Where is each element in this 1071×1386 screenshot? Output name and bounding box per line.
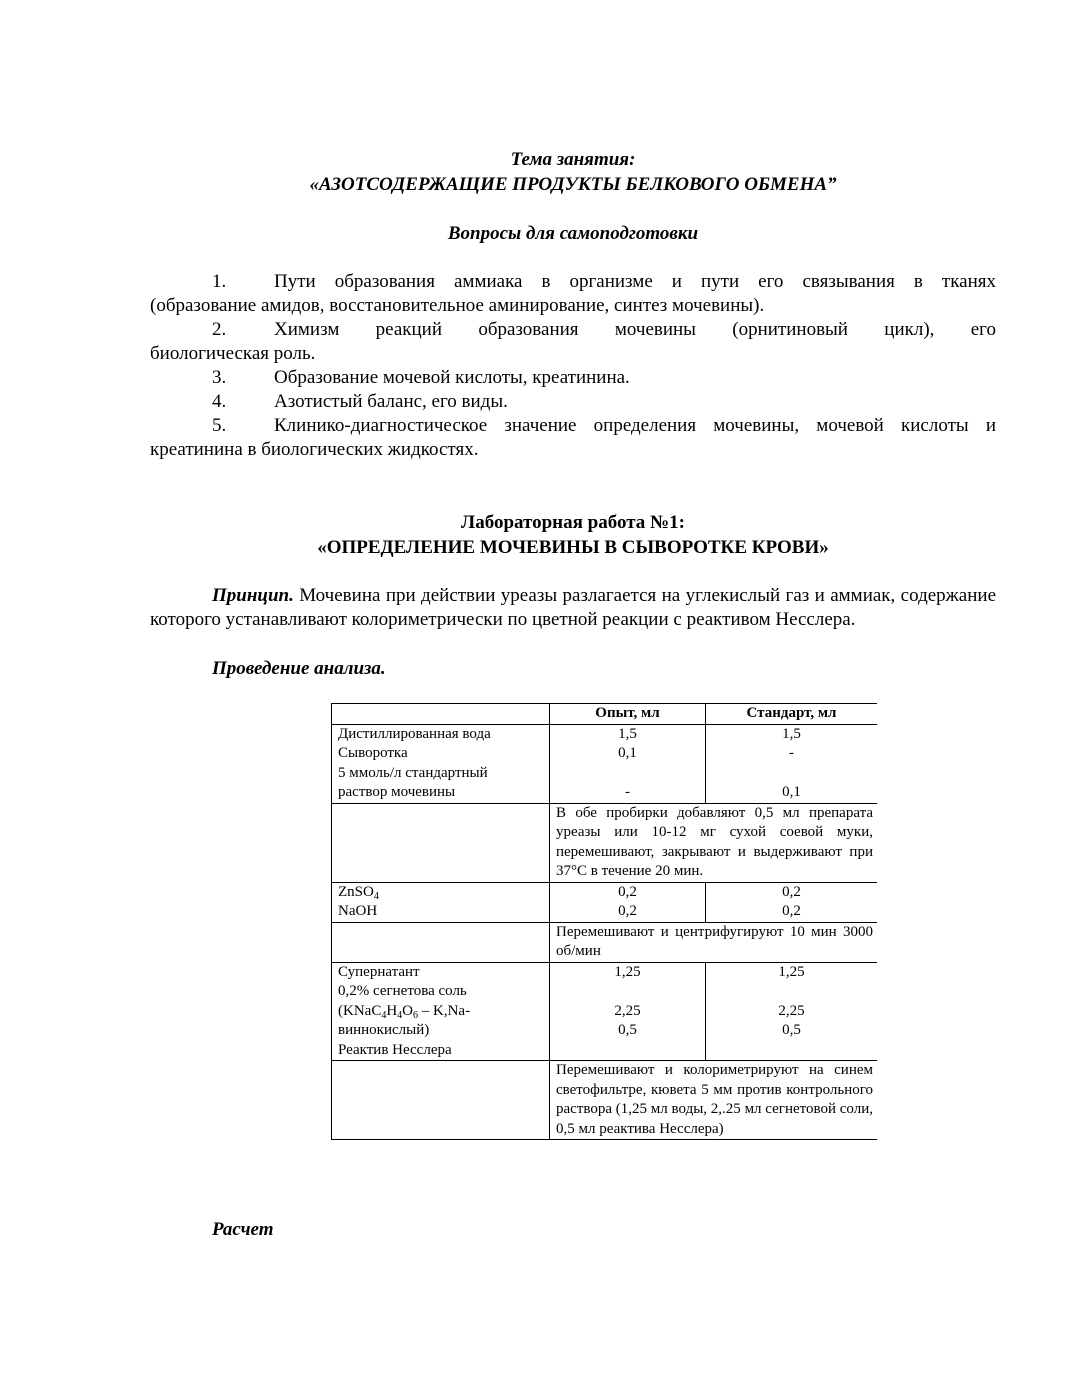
exp-value [550,982,705,1002]
reagent-label: Супернатант [338,963,420,980]
principle-label: Принцип. [212,585,294,606]
exp-value: 0,5 [618,1022,637,1038]
question-text: Химизм реакций образования мочевины (орнитиновый цикл), его [274,319,996,340]
question-text: Клинико-диагностическое значение определения мочевины, мочевой кислоты и [274,415,996,436]
step-note: Перемешивают и центрифугируют 10 мин 3000 об/мин [549,923,877,963]
std-value: - [789,745,794,761]
reagent-label: Сыворотка [338,745,408,761]
exp-value: 1,5 [618,725,637,742]
table-header-row [331,703,877,724]
topic-label: Тема занятия: [510,149,636,170]
std-value: 0,2 [782,883,801,900]
lab-subtitle: «ОПРЕДЕЛЕНИЕ МОЧЕВИНЫ В СЫВОРОТКЕ КРОВИ» [317,537,829,558]
exp-value: 1,25 [614,963,641,980]
lab-title: Лабораторная работа №1: [461,512,685,533]
question-number: 5. [212,415,227,436]
question-number: 3. [212,367,227,388]
reagent-label: раствор мочевины [338,784,456,800]
std-value: 0,5 [782,1022,801,1038]
reagent-formula: ($KNaC_4H_4O_6 - K,Na-$ [338,1002,471,1021]
std-value: 2,25 [778,1002,805,1019]
procedure-label: Проведение анализа. [212,658,386,679]
question-5-cont: креатинина в биологических жидкостях. [150,439,479,460]
question-text: Азотистый баланс, его виды. [274,391,508,412]
reagent-label: 0,2% сегнетова соль [338,983,467,999]
std-value [706,1041,877,1061]
question-text: Пути образования аммиака в организме и пути его связывания в тканях [274,271,996,292]
question-number: 1. [212,271,227,292]
calculation-label: Расчет [212,1219,274,1240]
table-row [331,724,877,804]
question-2-cont: биологическая роль. [150,343,316,364]
reagent-label: ZnSO$_4$ [338,883,379,902]
exp-value: 0,1 [618,745,637,761]
exp-value: - [625,784,630,800]
std-value [706,764,877,784]
step-note: Перемешивают и колориметрируют на синем светофильтре, кювета 5 мм против контрольного раствора (1,25 мл воды, 2,.25 мл сегнетовой соли, 0,5 мл реактива Несслера) [549,1061,877,1140]
question-text: Образование мочевой кислоты, креатинина. [274,367,630,388]
std-value: 0,1 [782,784,801,800]
question-1-cont: (образование амидов, восстановительное аминирование, синтез мочевины). [150,295,765,316]
reagent-label: Дистиллированная вода [338,725,491,742]
exp-value: 0,2 [618,883,637,900]
table-row [331,1061,877,1140]
reagent-label: 5 ммоль/л стандартный [338,764,488,781]
exp-value: 2,25 [614,1002,641,1019]
col-header-exp: Опыт, мл [549,703,705,724]
exp-value [550,1041,705,1061]
reagent-label: виннокислый) [338,1022,430,1038]
col-header-std: Стандарт, мл [705,703,877,724]
table-row [331,883,877,923]
std-value: 1,25 [778,963,805,980]
questions-heading: Вопросы для самоподготовки [447,223,699,244]
principle-text: Мочевина при действии уреазы разлагается на углекислый газ и аммиак, содержание которого устанавливают колориметрически по цветной реакции с реактивом Несслера. [150,585,996,630]
reagent-label: Реактив Несслера [338,1041,452,1058]
std-value: 0,2 [782,903,801,919]
std-value: 1,5 [782,725,801,742]
question-number: 2. [212,319,227,340]
exp-value [550,764,705,784]
table-row [331,804,877,883]
table-row [331,963,877,1062]
analysis-table [331,703,877,1140]
step-note: В обе пробирки добавляют 0,5 мл препарата уреазы или 10-12 мг сухой соевой муки, перемешивают, закрывают и выдерживают при 37°С в течение 20 мин. [549,804,877,883]
reagent-label: NaOH [338,903,378,919]
exp-value: 0,2 [618,903,637,919]
question-number: 4. [212,391,227,412]
topic-title: «АЗОТСОДЕРЖАЩИЕ ПРОДУКТЫ БЕЛКОВОГО ОБМЕНА” [309,174,837,195]
principle-paragraph [150,584,996,632]
std-value [706,982,877,1002]
table-row [331,923,877,963]
